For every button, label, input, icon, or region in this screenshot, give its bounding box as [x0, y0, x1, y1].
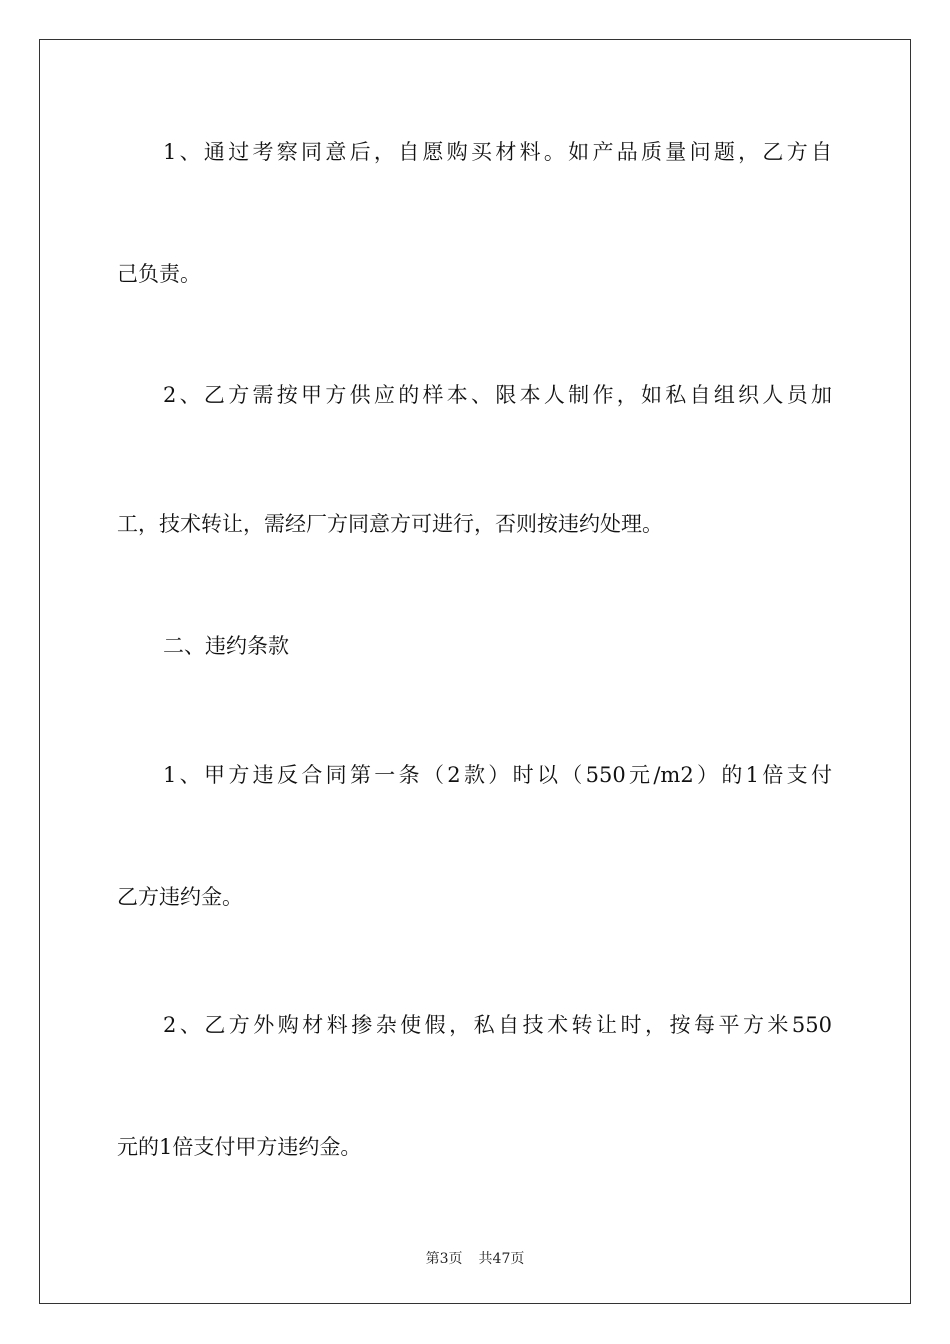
page-number: 第3页 — [425, 1251, 463, 1267]
paragraph-line: 1、甲方违反合同第一条（2款）时以（550元/m2）的1倍支付 — [163, 763, 832, 787]
paragraph-line: 2、乙方需按甲方供应的样本、限本人制作，如私自组织人员加 — [163, 383, 832, 407]
paragraph-line: 元的1倍支付甲方违约金。 — [117, 1135, 362, 1159]
paragraph-line: 1、通过考察同意后，自愿购买材料。如产品质量问题，乙方自 — [163, 140, 832, 164]
paragraph-line: 工，技术转让，需经厂方同意方可进行，否则按违约处理。 — [117, 512, 663, 536]
page-border — [39, 39, 911, 1304]
total-pages: 共47页 — [478, 1251, 525, 1267]
page-footer — [0, 1248, 950, 1268]
paragraph-line: 乙方违约金。 — [117, 885, 243, 909]
paragraph-line: 己负责。 — [117, 262, 201, 286]
section-heading: 二、违约条款 — [163, 634, 289, 658]
paragraph-line: 2、乙方外购材料掺杂使假，私自技术转让时，按每平方米550 — [163, 1013, 832, 1037]
